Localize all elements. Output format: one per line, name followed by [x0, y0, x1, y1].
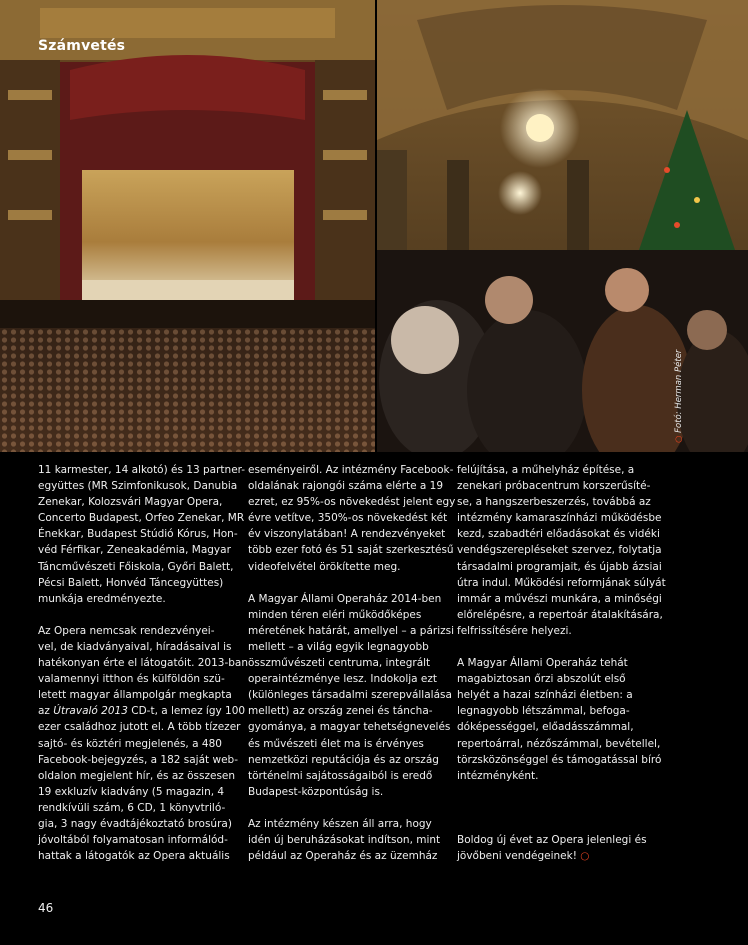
text-line: Budapest-központúság is.	[248, 785, 384, 798]
text-column-1	[38, 462, 249, 880]
paragraph	[38, 623, 249, 864]
text-line: (különleges társadalmi szerepvállalása	[248, 689, 452, 702]
text-line: valamennyi itthon és külföldön szü-	[38, 673, 225, 686]
text-line: Boldog új évet az Opera jelenlegi és	[457, 833, 647, 846]
text-line: legnagyobb létszámmal, befoga-	[457, 705, 630, 718]
text-line: oldalának rajongói száma elérte a 19	[248, 480, 444, 493]
paragraph	[38, 462, 246, 607]
text-line: útra indul. Működési reformjának súlyát	[457, 576, 666, 589]
text-column-3	[457, 462, 666, 880]
text-line: ezer családhoz jutott el. A több tízezer	[38, 721, 241, 734]
text-line: helyét a hazai színházi életben: a	[457, 689, 633, 702]
text-line: dóképességgel, előadásszámmal,	[457, 721, 634, 734]
text-line: intézmény kamaraszínházi működésbe	[457, 512, 662, 525]
text-line: Az Opera nemcsak rendezvényei-	[38, 624, 215, 637]
text-line: zenekari próbacentrum korszerűsíté-	[457, 480, 651, 493]
text-line: Zenekar, Kolozsvári Magyar Opera,	[38, 496, 223, 509]
text-line: méretének határát, amellyel – a párizsi	[248, 624, 455, 637]
closing-paragraph	[457, 832, 653, 864]
paragraph	[248, 591, 455, 800]
text-line: A Magyar Állami Operaház 2014-ben	[248, 592, 442, 605]
text-line: Énekkar, Budapest Stúdió Kórus, Hon-	[38, 528, 238, 541]
text-line: mellett – a világ egyik legnagyobb	[248, 640, 429, 653]
photo-credit-ring-icon: ○	[674, 435, 684, 443]
text-line: videofelvétel örökítette meg.	[248, 560, 401, 573]
text-line: 11 karmester, 14 alkotó) és 13 partner-	[38, 464, 246, 476]
paragraph	[248, 462, 456, 575]
auditorium-illustration	[0, 0, 375, 452]
text-line: immár a művészi munkára, a minőségi	[457, 592, 662, 605]
photo-credit	[674, 350, 684, 443]
text-line: gia, 3 nagy évadtájékoztató brosúra)	[38, 817, 232, 830]
text-line: minden téren eléri működőképes	[248, 608, 422, 621]
text-fragment: az	[38, 705, 54, 718]
text-line: kezd, szabadtéri előadásokat és vidéki	[457, 528, 660, 541]
text-line: történelmi sajátosságaiból is eredő	[248, 769, 433, 782]
text-line: hattak a látogatók az Opera aktuális	[38, 850, 230, 863]
page-number: 46	[38, 901, 54, 915]
foyer-photo	[377, 0, 748, 452]
text-line: felfrissítésére helyezi.	[457, 624, 572, 637]
text-line: eseményeiről. Az intézmény Facebook-	[248, 464, 454, 476]
text-line: törzsközönséggel és támogatással bíró	[457, 753, 662, 766]
text-column-2	[248, 462, 456, 880]
spacer	[457, 800, 653, 816]
text-line: ezret, ez 95%-os növekedést jelent egy	[248, 496, 456, 509]
foyer-illustration	[377, 0, 748, 452]
text-line: például az Operaház és az üzemház	[248, 850, 438, 863]
text-line: és művészeti élet ma is érvényes	[248, 737, 424, 750]
text-line: gyománya, a magyar tehetségnevelés	[248, 721, 451, 734]
text-line: repertoárral, nézőszámmal, bevétellel,	[457, 737, 661, 750]
album-title: Útravaló 2013	[53, 705, 128, 718]
text-line: sajtó- és köztéri megjelenés, a 480	[38, 737, 222, 750]
text-line: Pécsi Balett, Honvéd Táncegyüttes)	[38, 576, 224, 589]
text-line: véd Férfikar, Zeneakadémia, Magyar	[38, 544, 231, 557]
text-line: vel, de kiadványaival, híradásaival is	[38, 640, 232, 653]
text-line: se, a hangszerbeszerzés, továbbá az	[457, 496, 651, 509]
text-line	[38, 703, 246, 719]
text-line: Táncművészeti Főiskola, Győri Balett,	[38, 560, 234, 573]
text-line: idén új beruházásokat indítson, mint	[248, 833, 441, 846]
text-line: évre vetítve, 350%-os növekedést két	[248, 512, 448, 525]
text-line: felújítása, a műhelyház építése, a	[457, 464, 635, 476]
photo-credit-text: Fotó: Herman Péter	[674, 349, 684, 436]
text-fragment: CD-t, a lemez így 100	[127, 705, 246, 718]
auditorium-photo	[0, 0, 375, 452]
text-line: rendkívüli szám, 6 CD, 1 könyvtriló-	[38, 801, 226, 814]
text-line: munkája eredményezte.	[38, 592, 166, 605]
text-line: oldalon megjelent hír, és az összesen	[38, 769, 236, 782]
text-line: összművészeti centruma, integrált	[248, 657, 431, 670]
end-mark-icon: ○	[580, 849, 590, 862]
paragraph	[457, 655, 662, 784]
text-line: hatékonyan érte el látogatóit. 2013-ban	[38, 657, 249, 670]
text-line: előrelépésre, a repertoár átalakítására,	[457, 608, 663, 621]
text-line: több ezer fotó és 51 saját szerkesztésű	[248, 544, 454, 557]
text-line: jóvoltából folyamatosan informálód-	[38, 834, 228, 847]
text-line: vendégszerepléseket szervez, folytatja	[457, 544, 662, 557]
text-line: nemzetközi reputációja és az ország	[248, 753, 439, 766]
text-line: 19 exkluzív kiadvány (5 magazin, 4	[38, 785, 225, 798]
text-line	[457, 848, 653, 864]
section-label: Számvetés	[38, 38, 126, 54]
text-line: A Magyar Állami Operaház tehát	[457, 657, 628, 670]
paragraph	[248, 816, 444, 864]
text-line: Concerto Budapest, Orfeo Zenekar, MR	[38, 512, 245, 525]
text-line: magabiztosan őrzi abszolút első	[457, 673, 626, 686]
text-line: Az intézmény készen áll arra, hogy	[248, 817, 432, 830]
spacer	[457, 816, 653, 832]
text-line: év viszonylatában! A rendezvényeket	[248, 528, 446, 541]
text-line: társadalmi programjait, és újabb ázsiai	[457, 560, 662, 573]
text-fragment: jövőbeni vendégeinek!	[457, 849, 577, 862]
text-line: operaintézménye lesz. Indokolja ezt	[248, 673, 438, 686]
paragraph	[457, 462, 666, 639]
text-line: mellett) az ország zenei és táncha-	[248, 705, 433, 718]
text-line: Facebook-bejegyzés, a 182 saját web-	[38, 753, 238, 766]
text-line: együttes (MR Szimfonikusok, Danubia	[38, 480, 238, 493]
text-line: letett magyar állampolgár megkapta	[38, 689, 232, 702]
photo-strip	[0, 0, 748, 452]
text-line: intézményként.	[457, 769, 539, 782]
